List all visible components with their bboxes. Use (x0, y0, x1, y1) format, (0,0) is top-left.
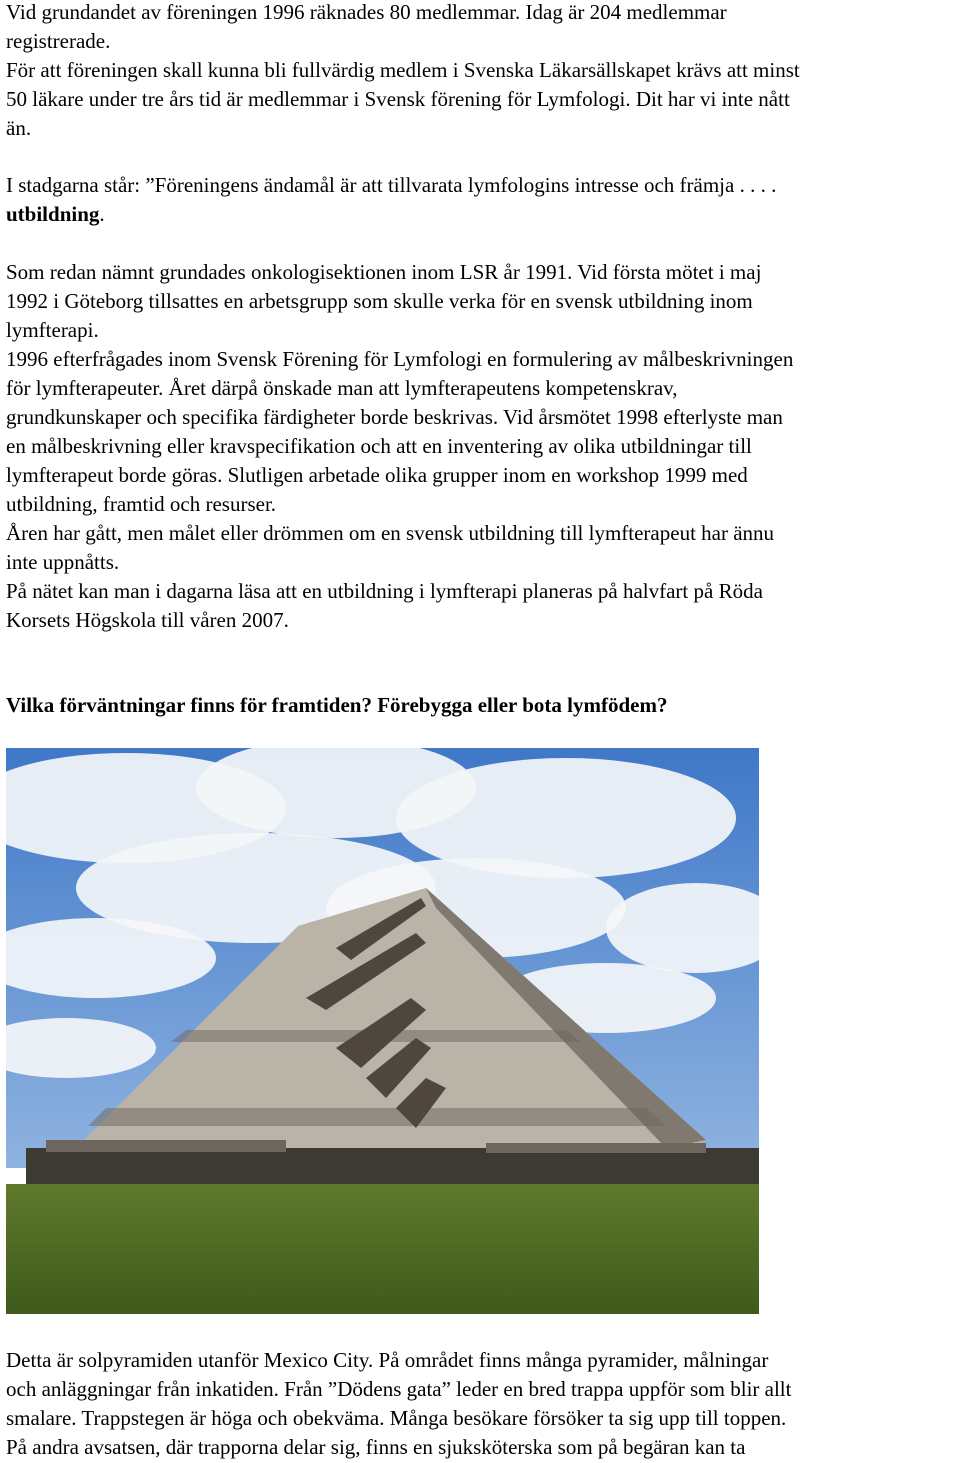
text-line: en målbeskrivning eller kravspecifikation och att en inventering av olika utbildningar till (6, 434, 752, 458)
paragraph-statutes (6, 171, 956, 229)
paragraph-history (6, 258, 956, 635)
grass (6, 1184, 759, 1314)
text-line: Korsets Högskola till våren 2007. (6, 608, 289, 632)
text-line: lymfterapi. (6, 318, 99, 342)
section-heading: Vilka förväntningar finns för framtiden? Förebygga eller bota lymfödem? (6, 693, 668, 717)
text-line (6, 200, 956, 229)
text-line: 1992 i Göteborg tillsattes en arbetsgrupp som skulle verka för en svensk utbildning inom (6, 289, 753, 313)
text-line: För att föreningen skall kunna bli fullvärdig medlem i Svenska Läkarsällskapet krävs att minst (6, 58, 800, 82)
text-line: inte uppnåtts. (6, 550, 120, 574)
text-line: registrerade. (6, 29, 111, 53)
text-line: 1996 efterfrågades inom Svensk Förening för Lymfologi en formulering av målbeskrivningen (6, 347, 794, 371)
text-line: Vid grundandet av föreningen 1996 räknades 80 medlemmar. Idag är 204 medlemmar (6, 0, 727, 24)
pyramid-photo (6, 748, 759, 1314)
bold-term: utbildning (6, 202, 100, 226)
text-line: I stadgarna står: ”Föreningens ändamål är att tillvarata lymfologins intresse och främja . . . . (6, 173, 777, 197)
text-fragment: . (99, 202, 105, 226)
text-line: Åren har gått, men målet eller drömmen om en svensk utbildning till lymfterapeut har ännu (6, 521, 775, 545)
photo-caption (6, 1346, 956, 1462)
text-line: Som redan nämnt grundades onkologisektionen inom LSR år 1991. Vid första mötet i maj (6, 260, 762, 284)
text-line: grundkunskaper och specifika färdigheter borde beskrivas. Vid årsmötet 1998 efterlyste man (6, 405, 783, 429)
text-line: 50 läkare under tre års tid är medlemmar i Svensk förening för Lymfologi. Dit har vi inte nått (6, 87, 790, 111)
text-line: På nätet kan man i dagarna läsa att en utbildning i lymfterapi planeras på halvfart på Röda (6, 579, 763, 603)
text-line: och anläggningar från inkatiden. Från ”Dödens gata” leder en bred trappa uppför som blir allt (6, 1377, 792, 1401)
text-line: smalare. Trappstegen är höga och obekväma. Många besökare försöker ta sig upp till toppen. (6, 1406, 787, 1430)
text-line: lymfterapeut borde göras. Slutligen arbetade olika grupper inom en workshop 1999 med (6, 463, 748, 487)
text-line: utbildning, framtid och resurser. (6, 492, 277, 516)
text-line: än. (6, 116, 32, 140)
text-line: Detta är solpyramiden utanför Mexico City. På området finns många pyramider, målningar (6, 1348, 769, 1372)
paragraph-membership (6, 0, 956, 143)
text-line: för lymfterapeuter. Året därpå önskade man att lymfterapeutens kompetenskrav, (6, 376, 678, 400)
text-line: På andra avsatsen, där trapporna delar sig, finns en sjuksköterska som på begäran kan ta (6, 1435, 746, 1459)
